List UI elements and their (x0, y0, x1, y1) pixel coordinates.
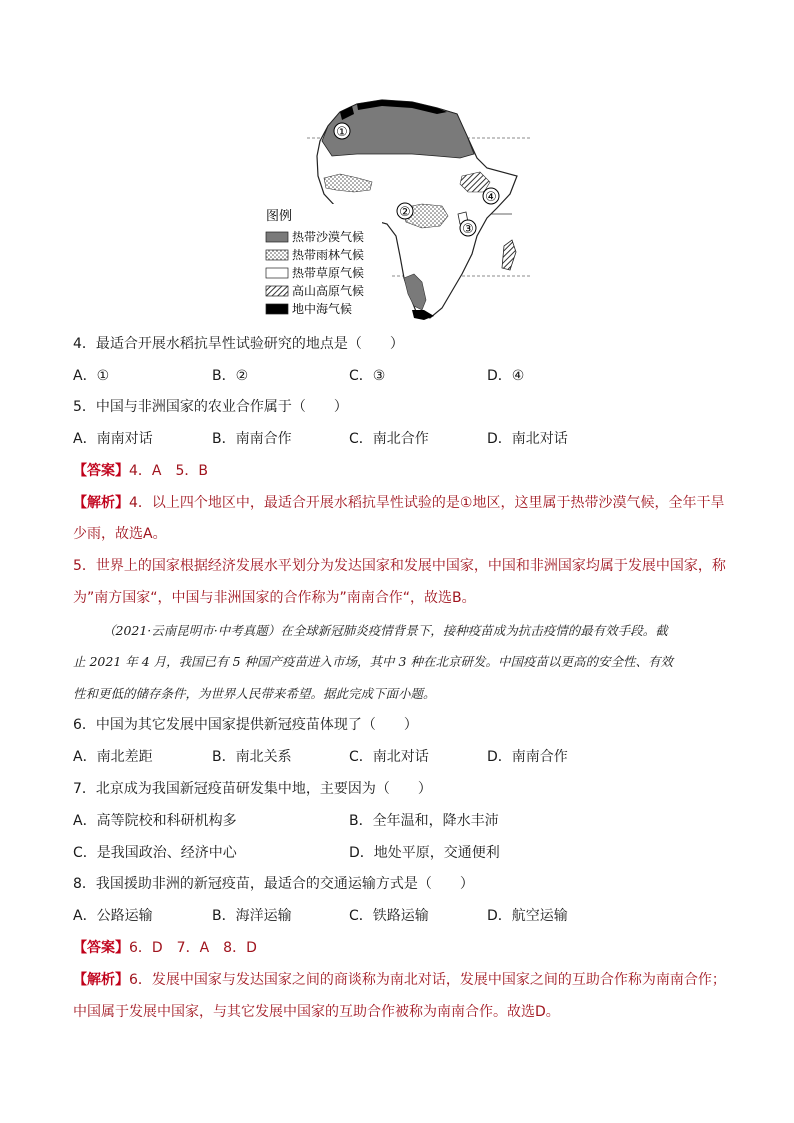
marker-3 (460, 220, 476, 237)
q5-option-a[interactable]: A．南南对话 (73, 431, 153, 447)
explanation-tag: 【解析】 (73, 972, 129, 988)
explanation-1-line-1: 【解析】4．以上四个地区中，最适合开展水稻抗旱性试验的是①地区，这里属于热带沙漠气候，全年干旱 (73, 495, 725, 511)
svg-text:③: ③ (462, 222, 474, 237)
q7-option-b[interactable]: B．全年温和，降水丰沛 (349, 813, 499, 829)
question-5-stem: 5．中国与非洲国家的农业合作属于（ ） (73, 399, 348, 415)
explanation-1-line-2: 少雨，故选A。 (73, 526, 167, 542)
marker-2 (397, 203, 413, 220)
legend-label-mediterranean: 地中海气候 (292, 302, 353, 316)
q8-option-a[interactable]: A．公路运输 (73, 908, 153, 924)
svg-text:②: ② (399, 205, 411, 220)
svg-text:④: ④ (485, 190, 497, 205)
q4-option-c[interactable]: C．③ (349, 368, 386, 384)
question-7-stem: 7．北京成为我国新冠疫苗研发集中地，主要因为（ ） (73, 781, 432, 797)
marker-1 (334, 123, 350, 140)
intro-line-2: 止 2021 年 4 月，我国已有 5 种国产疫苗进入市场，其中 3 种在北京研发。中国疫苗以更高的安全性、有效 (73, 654, 673, 669)
explanation-tag: 【解析】 (73, 495, 129, 511)
explanation-2-line-2: 中国属于发展中国家，与其它发展中国家的互助合作被称为南南合作。故选D。 (73, 1004, 560, 1020)
q8-option-b[interactable]: B．海洋运输 (212, 908, 292, 924)
q7-option-c[interactable]: C．是我国政治、经济中心 (73, 845, 237, 861)
explanation-1-line-4: 为”南方国家“，中国与非洲国家的合作称为”南南合作“，故选B。 (73, 590, 476, 606)
legend-label-highland: 高山高原气候 (292, 284, 365, 298)
q8-option-c[interactable]: C．铁路运输 (349, 908, 429, 924)
answer-text: 6．D 7．A 8．D (129, 940, 257, 956)
q7-option-d[interactable]: D．地处平原，交通便利 (349, 845, 500, 861)
legend-title: 图例 (266, 209, 293, 224)
question-4-stem: 4．最适合开展水稻抗旱性试验研究的地点是（ ） (73, 336, 404, 352)
q6-option-c[interactable]: C．南北对话 (349, 749, 429, 765)
intro-line-1: （2021·云南昆明市·中考真题）在全球新冠肺炎疫情背景下，接种疫苗成为抗击疫情的最有效手段。截 (103, 623, 668, 638)
svg-text:①: ① (336, 125, 348, 140)
q6-option-a[interactable]: A．南北差距 (73, 749, 153, 765)
marker-4 (483, 188, 499, 205)
q6-option-d[interactable]: D．南南合作 (487, 749, 568, 765)
answer-block-2 (73, 938, 257, 958)
q4-option-b[interactable]: B．② (212, 368, 249, 384)
q8-option-d[interactable]: D．航空运输 (487, 908, 568, 924)
q7-option-a[interactable]: A．高等院校和科研机构多 (73, 813, 237, 829)
explanation-2-line-1: 【解析】6．发展中国家与发达国家之间的商谈称为南北对话，发展中国家之间的互助合作称为南南合作； (73, 972, 726, 988)
q6-option-b[interactable]: B．南北关系 (212, 749, 292, 765)
q5-option-b[interactable]: B．南南合作 (212, 431, 292, 447)
answer-tag: 【答案】 (73, 463, 129, 479)
question-8-stem: 8．我国援助非洲的新冠疫苗，最适合的交通运输方式是（ ） (73, 876, 474, 892)
answer-block-1 (73, 461, 208, 481)
q5-option-d[interactable]: D．南北对话 (487, 431, 568, 447)
africa-climate-map (262, 96, 532, 324)
q5-option-c[interactable]: C．南北合作 (349, 431, 429, 447)
explanation-1-line-3: 5．世界上的国家根据经济发展水平划分为发达国家和发展中国家，中国和非洲国家均属于发展中国家，称 (73, 558, 726, 574)
answer-tag: 【答案】 (73, 940, 129, 956)
map-legend (262, 204, 382, 324)
question-6-stem: 6．中国为其它发展中国家提供新冠疫苗体现了（ ） (73, 717, 418, 733)
legend-label-rainforest: 热带雨林气候 (292, 248, 365, 262)
madagascar (502, 240, 516, 270)
answer-text: 4．A 5．B (129, 463, 208, 479)
legend-label-savanna: 热带草原气候 (292, 266, 365, 280)
q4-option-d[interactable]: D．④ (487, 368, 525, 384)
intro-line-3: 性和更低的储存条件，为世界人民带来希望。据此完成下面小题。 (73, 686, 436, 701)
legend-label-desert: 热带沙漠气候 (292, 230, 365, 244)
q4-option-a[interactable]: A．① (73, 368, 110, 384)
